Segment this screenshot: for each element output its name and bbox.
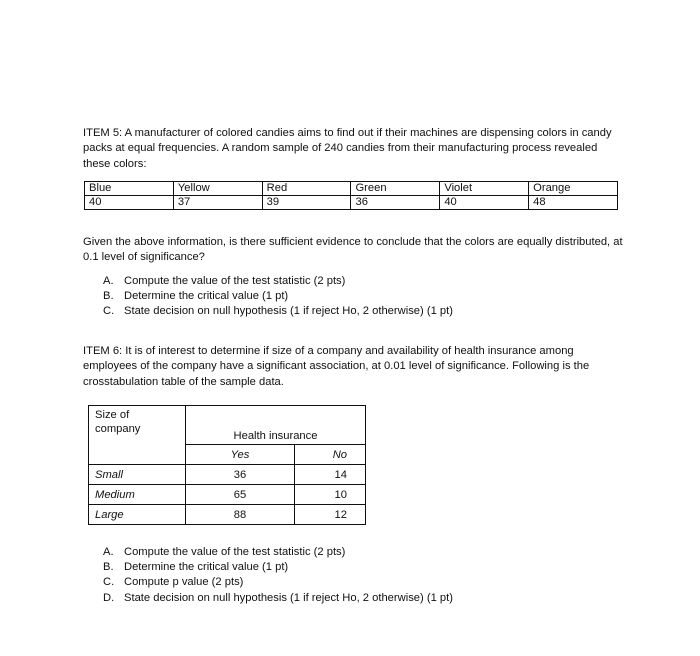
color-count-orange: 48 bbox=[529, 196, 618, 210]
item5-intro: ITEM 5: A manufacturer of colored candies aims to find out if their machines are dispensing colors in candy packs at equal frequencies. A random sample of 240 candies from their manufacturing process revealed these colors: bbox=[83, 127, 612, 170]
colors-value-row bbox=[85, 196, 618, 210]
task-text: Determine the critical value (1 pt) bbox=[124, 561, 289, 574]
item5-question-block bbox=[83, 235, 623, 266]
list-item bbox=[103, 591, 453, 606]
color-header-red: Red bbox=[262, 182, 351, 196]
row-label-medium: Medium bbox=[89, 485, 186, 505]
list-item bbox=[103, 545, 453, 560]
crosstab-header-row bbox=[89, 406, 366, 445]
color-count-green: 36 bbox=[351, 196, 440, 210]
color-header-orange: Orange bbox=[529, 182, 618, 196]
color-count-blue: 40 bbox=[85, 196, 174, 210]
task-text: Compute p value (2 pts) bbox=[124, 576, 244, 589]
item5-task-list bbox=[103, 274, 453, 320]
task-text: Compute the value of the test statistic (2 pts) bbox=[124, 275, 346, 287]
size-of-company-header bbox=[89, 406, 186, 465]
crosstab-table bbox=[88, 405, 366, 525]
color-count-yellow: 37 bbox=[173, 196, 262, 210]
task-marker: D. bbox=[103, 591, 115, 604]
cell-large-yes: 88 bbox=[186, 505, 295, 525]
no-column-header: No bbox=[295, 445, 366, 465]
task-marker: A. bbox=[103, 275, 114, 287]
cell-medium-no: 10 bbox=[295, 485, 366, 505]
task-text: Compute the value of the test statistic (2 pts) bbox=[124, 546, 346, 558]
candy-colors-table bbox=[84, 181, 618, 210]
task-text: State decision on null hypothesis (1 if reject Ho, 2 otherwise) (1 pt) bbox=[124, 591, 453, 604]
list-item bbox=[103, 560, 453, 575]
item5-question: Given the above information, is there sufficient evidence to conclude that the colors are equally distributed, at 0.1 level of significance? bbox=[83, 236, 623, 264]
list-item bbox=[103, 274, 453, 289]
item5-intro-block bbox=[83, 126, 623, 172]
row-label-large: Large bbox=[89, 505, 186, 525]
item6-intro: ITEM 6: It is of interest to determine if size of a company and availability of health insurance among employees of the company have a significant association, at 0.01 level of significance. Following is the crosstabulation table of the sample data. bbox=[83, 345, 590, 388]
task-marker: C. bbox=[103, 576, 115, 589]
color-header-green: Green bbox=[351, 182, 440, 196]
row-label-small: Small bbox=[89, 465, 186, 485]
item6-intro-block bbox=[83, 344, 623, 390]
cell-small-no: 14 bbox=[295, 465, 366, 485]
task-marker: B. bbox=[103, 290, 114, 303]
table-row bbox=[89, 485, 366, 505]
size-header-line1: Size of bbox=[95, 409, 130, 421]
table-row bbox=[89, 505, 366, 525]
cell-small-yes: 36 bbox=[186, 465, 295, 485]
cell-medium-yes: 65 bbox=[186, 485, 295, 505]
color-count-red: 39 bbox=[262, 196, 351, 210]
task-text: Determine the critical value (1 pt) bbox=[124, 290, 289, 303]
list-item bbox=[103, 289, 453, 304]
task-marker: B. bbox=[103, 561, 114, 574]
size-header-line2: company bbox=[95, 423, 141, 435]
list-item bbox=[103, 304, 453, 319]
task-marker: A. bbox=[103, 546, 114, 558]
cell-large-no: 12 bbox=[295, 505, 366, 525]
task-marker: C. bbox=[103, 305, 115, 318]
list-item bbox=[103, 575, 453, 590]
task-text: State decision on null hypothesis (1 if reject Ho, 2 otherwise) (1 pt) bbox=[124, 305, 453, 318]
table-row bbox=[89, 465, 366, 485]
color-header-violet: Violet bbox=[440, 182, 529, 196]
color-count-violet: 40 bbox=[440, 196, 529, 210]
yes-column-header: Yes bbox=[186, 445, 295, 465]
color-header-yellow: Yellow bbox=[173, 182, 262, 196]
item6-task-list bbox=[103, 545, 453, 606]
color-header-blue: Blue bbox=[85, 182, 174, 196]
colors-header-row bbox=[85, 182, 618, 196]
health-insurance-header: Health insurance bbox=[186, 406, 366, 445]
